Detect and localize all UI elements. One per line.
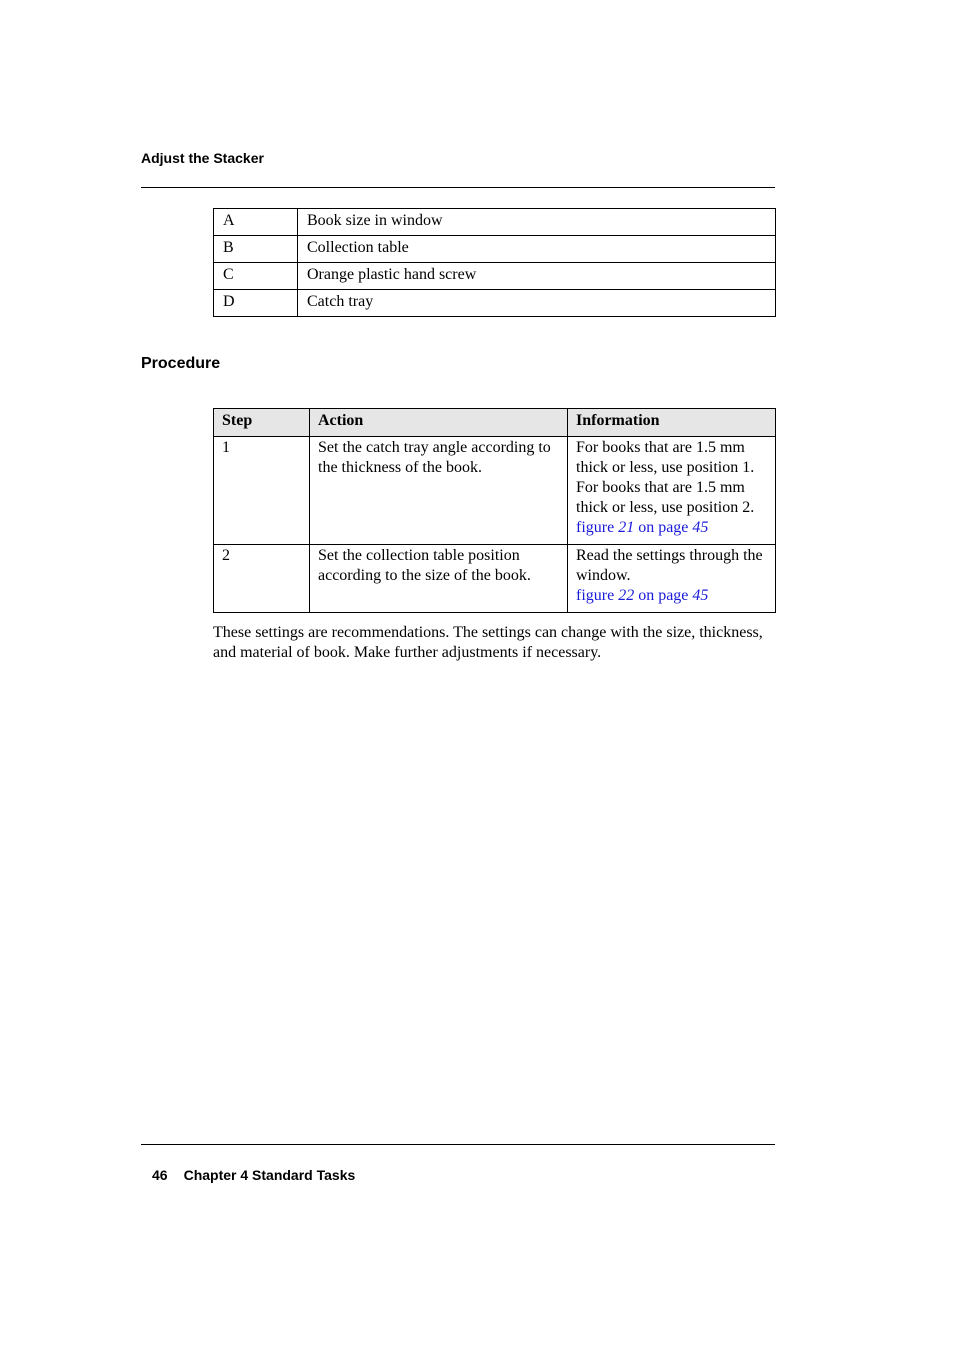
note-paragraph: These settings are recommendations. The settings can change with the size, thickness, and material of book. Make further adjustments if necessary. — [213, 624, 763, 661]
section-title: Procedure — [141, 355, 221, 372]
column-header-information: Information — [568, 409, 776, 437]
table-header-row — [214, 409, 776, 437]
step-information — [568, 437, 776, 545]
link-figure-number: 21 — [618, 519, 635, 536]
figure-link[interactable] — [576, 586, 767, 606]
figure-link[interactable] — [576, 518, 767, 538]
legend-row — [214, 290, 776, 317]
chapter-title: Chapter 4 Standard Tasks — [183, 1167, 356, 1183]
footer-rule — [141, 1144, 775, 1145]
link-page-number: 45 — [692, 587, 709, 604]
legend-value: Collection table — [298, 236, 776, 263]
step-action: Set the collection table position according to the size of the book. — [310, 545, 568, 613]
column-header-action: Action — [310, 409, 568, 437]
column-header-step: Step — [214, 409, 310, 437]
table-row — [214, 437, 776, 545]
legend-key: A — [214, 209, 298, 236]
legend-key: C — [214, 263, 298, 290]
table-row — [214, 545, 776, 613]
procedure-table — [213, 408, 776, 613]
info-text: For books that are 1.5 mm thick or less, use position 1. — [576, 439, 755, 476]
legend-value: Orange plastic hand screw — [298, 263, 776, 290]
page-number: 46 — [152, 1167, 168, 1183]
legend-value: Catch tray — [298, 290, 776, 317]
legend-key: D — [214, 290, 298, 317]
header-rule — [141, 187, 775, 188]
legend-row — [214, 263, 776, 290]
link-word: figure — [576, 587, 615, 604]
running-header: Adjust the Stacker — [141, 150, 264, 166]
legend-row — [214, 236, 776, 263]
link-page-number: 45 — [692, 519, 709, 536]
step-action: Set the catch tray angle according to the thickness of the book. — [310, 437, 568, 545]
link-word: figure — [576, 519, 615, 536]
page-footer — [152, 1167, 355, 1183]
legend-table — [213, 208, 776, 317]
legend-value: Book size in window — [298, 209, 776, 236]
step-information — [568, 545, 776, 613]
step-number: 2 — [214, 545, 310, 613]
info-text: Read the settings through the window. — [576, 547, 763, 584]
step-number: 1 — [214, 437, 310, 545]
link-mid: on page — [638, 519, 689, 536]
info-text: For books that are 1.5 mm thick or less, use position 2. — [576, 479, 755, 516]
legend-key: B — [214, 236, 298, 263]
link-figure-number: 22 — [618, 587, 635, 604]
legend-row — [214, 209, 776, 236]
link-mid: on page — [638, 587, 689, 604]
